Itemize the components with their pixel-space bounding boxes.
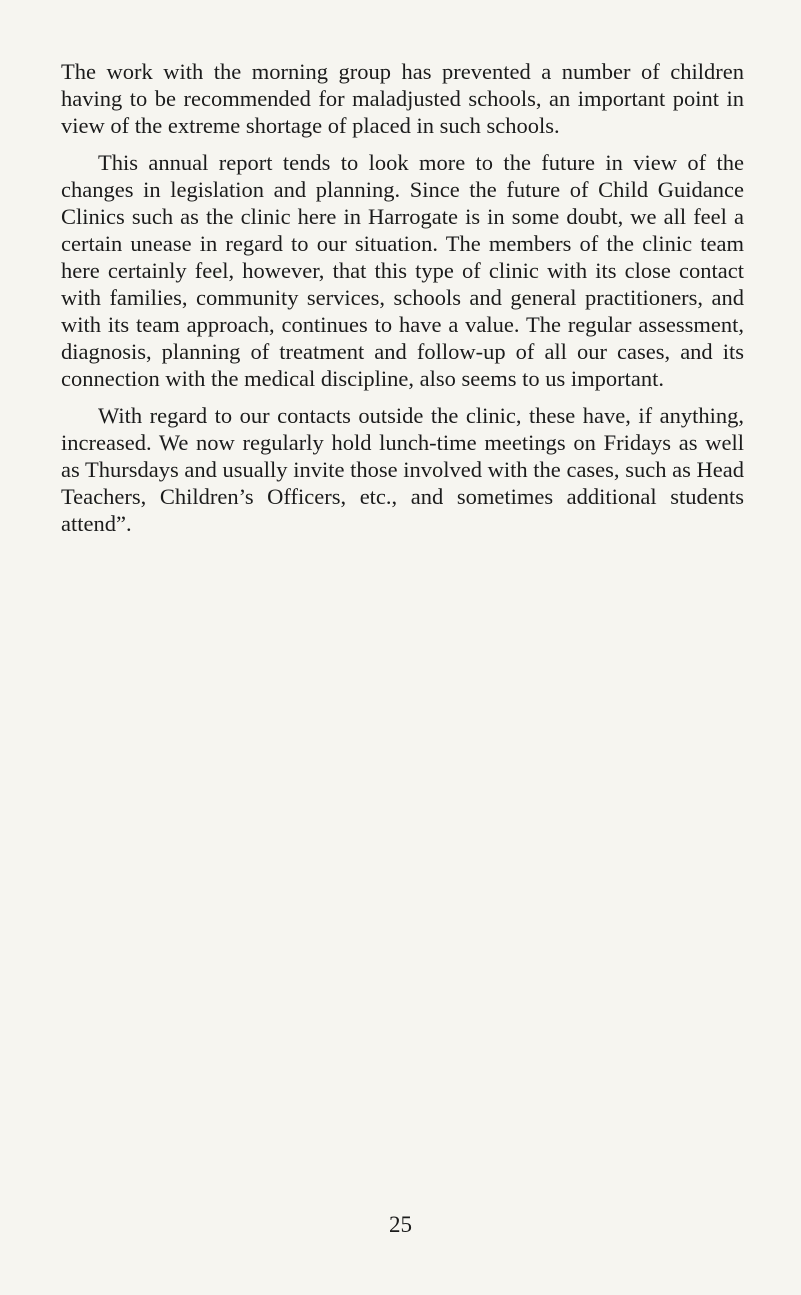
- paragraph-3: With regard to our contacts outside the clinic, these have, if anything, increased. We now regularly hold lunch-time meetings on Fridays as well as Thursdays and usually invite those involved with the cases, such as Head Teachers, Children’s Officers, etc., and sometimes additional students attend”.: [61, 403, 744, 536]
- page-number: 25: [389, 1212, 412, 1237]
- paragraph-1: The work with the morning group has prevented a number of children having to be recommended for maladjusted schools, an important point in view of the extreme shortage of placed in such schools.: [61, 59, 744, 138]
- paragraph-2: This annual report tends to look more to the future in view of the changes in legislation and planning. Since the future of Child Guidance Clinics such as the clinic here in Harrogate is in some doubt, we all feel a certain unease in regard to our situation. The members of the clinic team here certainly feel, however, that this type of clinic with its close contact with families, community services, schools and general practitioners, and with its team approach, continues to have a value. The regular assessment, diagnosis, planning of treatment and follow-up of all our cases, and its connection with the medical discipline, also seems to us important.: [61, 150, 744, 391]
- document-body: [61, 58, 744, 547]
